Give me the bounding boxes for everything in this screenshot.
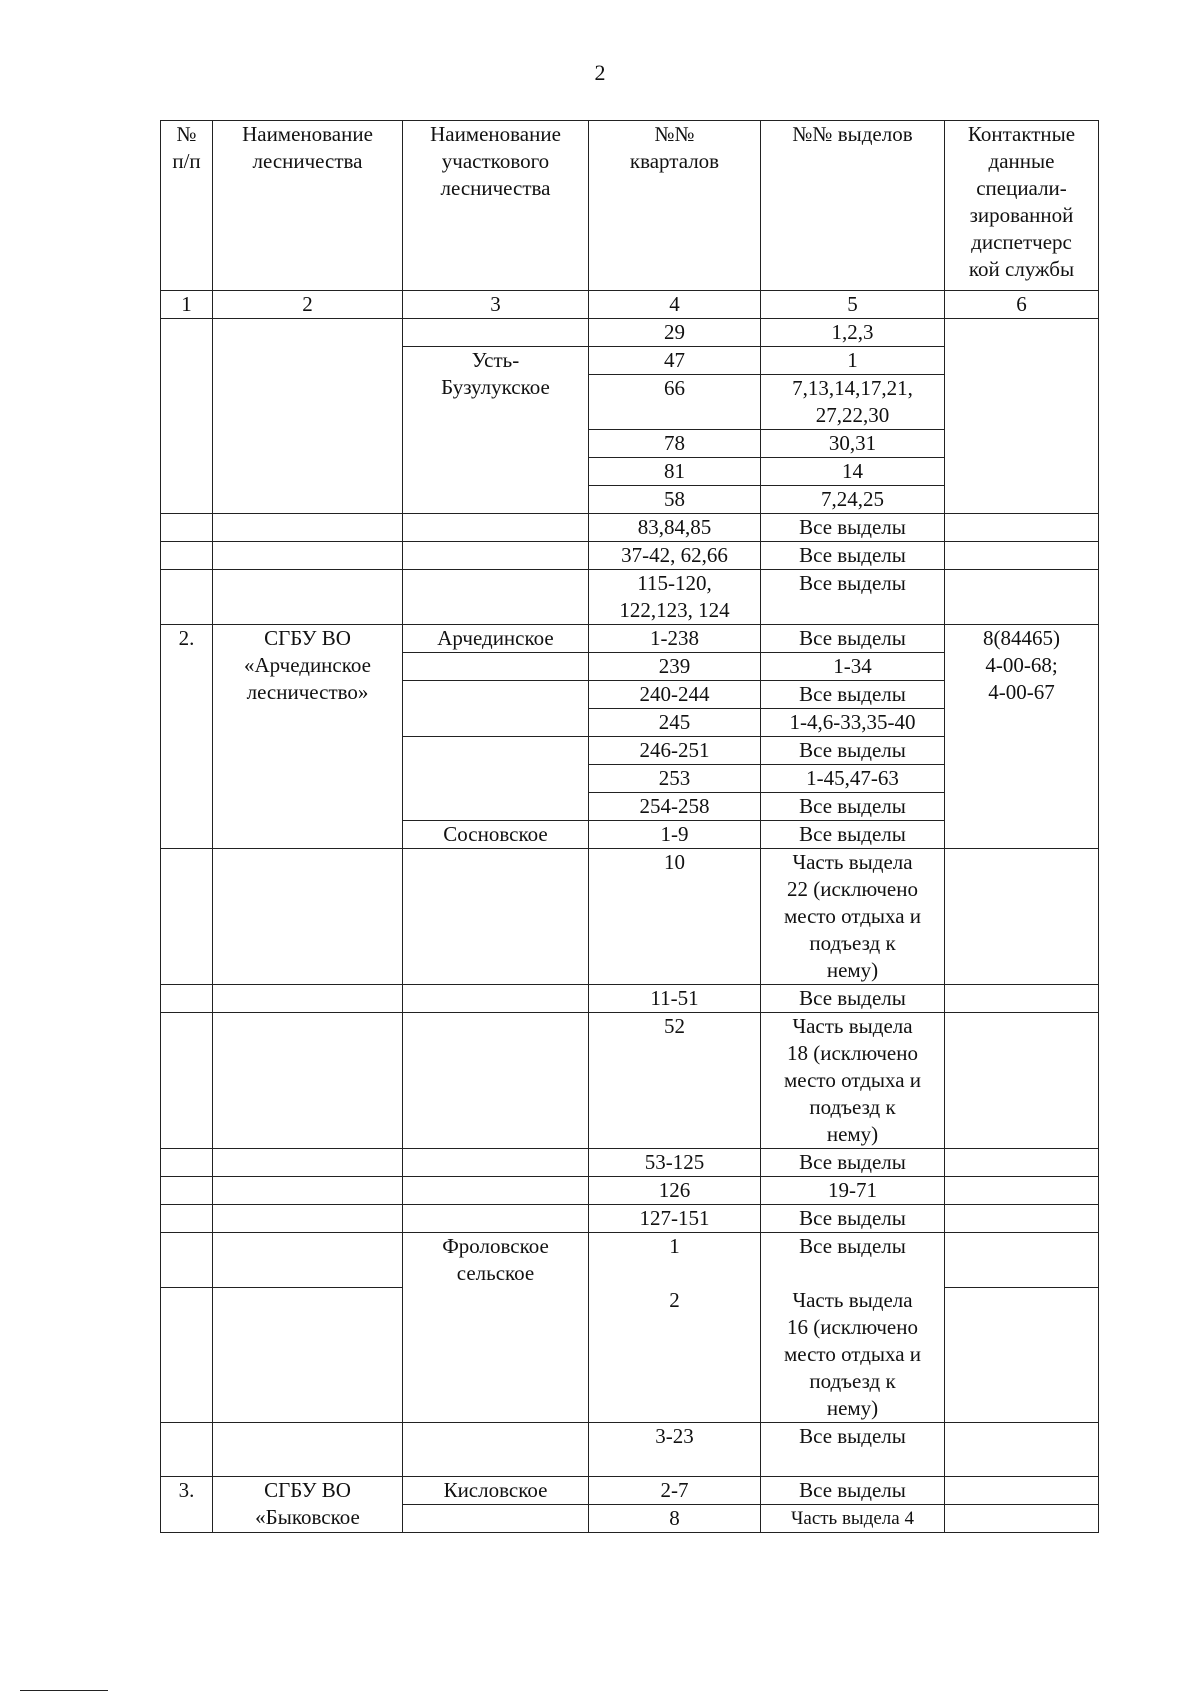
table-row — [161, 1477, 1099, 1505]
cell-quarter: 239 — [589, 653, 761, 681]
cell-plots: Все выделы — [761, 542, 945, 570]
cell-no — [161, 570, 213, 625]
cell-no — [161, 1149, 213, 1177]
cell-plots: Все выделы — [761, 821, 945, 849]
cell-forestry — [213, 1013, 403, 1149]
cell-district — [403, 319, 589, 347]
cell-quarter: 245 — [589, 709, 761, 737]
cell-district — [403, 1149, 589, 1177]
cell-district: Кисловское — [403, 1477, 589, 1505]
cell-quarter: 1-9 — [589, 821, 761, 849]
cell-no — [161, 319, 213, 514]
cell-forestry — [213, 1423, 403, 1477]
table-row — [161, 570, 1099, 625]
cell-quarter: 3-23 — [589, 1423, 761, 1477]
cell-no: 2. — [161, 625, 213, 849]
cell-quarter: 127-151 — [589, 1205, 761, 1233]
cell-contact: 8(84465) 4-00-68; 4-00-67 — [945, 625, 1099, 849]
cell-plots: Все выделы — [761, 793, 945, 821]
cell-forestry — [213, 1287, 403, 1423]
cell-no — [161, 514, 213, 542]
cell-plots: 30,31 — [761, 430, 945, 458]
cell-forestry — [213, 1233, 403, 1288]
cell-quarter: 52 — [589, 1013, 761, 1149]
cell-no — [161, 1287, 213, 1423]
cell-quarter: 254-258 — [589, 793, 761, 821]
cell-quarter: 1-238 — [589, 625, 761, 653]
cell-quarter: 240-244 — [589, 681, 761, 709]
cell-forestry — [213, 319, 403, 514]
cell-plots: 14 — [761, 458, 945, 486]
cell-quarter: 66 — [589, 375, 761, 430]
cell-plots: Часть выдела 22 (исключено место отдыха и подъезд к нему) — [761, 849, 945, 985]
cell-forestry: СГБУ ВО «Арчединское лесничество» — [213, 625, 403, 849]
page-number: 2 — [594, 60, 606, 85]
cell-contact — [945, 319, 1099, 514]
cell-forestry — [213, 849, 403, 985]
table-row — [161, 625, 1099, 653]
cell-district — [403, 1287, 589, 1423]
cell-forestry — [213, 514, 403, 542]
cell-plots: 1 — [761, 347, 945, 375]
cell-quarter: 115-120, 122,123, 124 — [589, 570, 761, 625]
cell-contact — [945, 570, 1099, 625]
cell-district — [403, 709, 589, 737]
cell-district — [403, 1013, 589, 1149]
header-forestry: Наименование лесничества — [213, 121, 403, 291]
cell-plots: Все выделы — [761, 681, 945, 709]
cell-plots: Все выделы — [761, 570, 945, 625]
cell-quarter: 126 — [589, 1177, 761, 1205]
cell-forestry — [213, 1177, 403, 1205]
cell-quarter: 253 — [589, 765, 761, 793]
cell-district: Фроловское сельское — [403, 1233, 589, 1288]
table-row — [161, 849, 1099, 985]
cell-plots: Все выделы — [761, 625, 945, 653]
cell-quarter: 2-7 — [589, 1477, 761, 1505]
header-contact: Контактные данные специали- зированной диспетчерс кой службы — [945, 121, 1099, 291]
cell-quarter: 10 — [589, 849, 761, 985]
cell-quarter: 78 — [589, 430, 761, 458]
cell-quarter: 8 — [589, 1505, 761, 1533]
cell-no — [161, 1233, 213, 1288]
cell-contact — [945, 1287, 1099, 1423]
table-row — [161, 1423, 1099, 1477]
cell-forestry — [213, 570, 403, 625]
cell-quarter: 2 — [589, 1287, 761, 1423]
cell-quarter: 1 — [589, 1233, 761, 1288]
cell-plots: Все выделы — [761, 737, 945, 765]
cell-contact — [945, 514, 1099, 542]
cell-plots: 7,24,25 — [761, 486, 945, 514]
cell-contact — [945, 1177, 1099, 1205]
column-number: 2 — [213, 291, 403, 319]
cell-quarter: 11-51 — [589, 985, 761, 1013]
table-row — [161, 514, 1099, 542]
cell-no — [161, 1177, 213, 1205]
cell-plots: Все выделы — [761, 985, 945, 1013]
table-row — [161, 319, 1099, 347]
header-plots: №№ выделов — [761, 121, 945, 291]
cell-forestry — [213, 542, 403, 570]
column-number: 1 — [161, 291, 213, 319]
cell-district — [403, 849, 589, 985]
table-row — [161, 1287, 1099, 1423]
cell-contact — [945, 1233, 1099, 1288]
header-district: Наименование участкового лесничества — [403, 121, 589, 291]
cell-plots: 1-45,47-63 — [761, 765, 945, 793]
forestry-table — [160, 120, 1099, 1533]
table-row — [161, 542, 1099, 570]
cell-no: 3. — [161, 1477, 213, 1533]
cell-contact — [945, 1149, 1099, 1177]
cell-quarter: 83,84,85 — [589, 514, 761, 542]
cell-district — [403, 985, 589, 1013]
cell-no — [161, 1013, 213, 1149]
cell-no — [161, 1423, 213, 1477]
cell-plots: Все выделы — [761, 1233, 945, 1288]
cell-district — [403, 681, 589, 709]
cell-district — [403, 542, 589, 570]
cell-contact — [945, 1013, 1099, 1149]
cell-plots: Часть выдела 4 — [761, 1505, 945, 1533]
table-row — [161, 1149, 1099, 1177]
cell-district — [403, 570, 589, 625]
column-number: 5 — [761, 291, 945, 319]
cell-plots: 19-71 — [761, 1177, 945, 1205]
cell-quarter: 81 — [589, 458, 761, 486]
cell-plots: Часть выдела 16 (исключено место отдыха и подъезд к нему) — [761, 1287, 945, 1423]
header-quarters: №№ кварталов — [589, 121, 761, 291]
cell-plots: 1-34 — [761, 653, 945, 681]
cell-quarter: 246-251 — [589, 737, 761, 765]
cell-quarter: 29 — [589, 319, 761, 347]
cell-plots: Все выделы — [761, 514, 945, 542]
cell-no — [161, 1205, 213, 1233]
cell-contact — [945, 542, 1099, 570]
table-header-row — [161, 121, 1099, 291]
column-number: 4 — [589, 291, 761, 319]
table-row — [161, 1013, 1099, 1149]
cell-no — [161, 849, 213, 985]
cell-plots: Все выделы — [761, 1423, 945, 1477]
cell-district: Сосновское — [403, 821, 589, 849]
footer-divider — [20, 1690, 108, 1691]
header-no: № п/п — [161, 121, 213, 291]
cell-plots: Все выделы — [761, 1149, 945, 1177]
table-row — [161, 985, 1099, 1013]
table-row — [161, 1205, 1099, 1233]
cell-district — [403, 1205, 589, 1233]
cell-contact — [945, 985, 1099, 1013]
cell-plots: Все выделы — [761, 1205, 945, 1233]
cell-district — [403, 737, 589, 821]
table-row — [161, 1177, 1099, 1205]
cell-quarter: 47 — [589, 347, 761, 375]
cell-forestry: СГБУ ВО «Быковское — [213, 1477, 403, 1533]
cell-quarter: 37-42, 62,66 — [589, 542, 761, 570]
cell-district — [403, 1177, 589, 1205]
cell-district: Усть- Бузулукское — [403, 347, 589, 514]
column-number: 3 — [403, 291, 589, 319]
cell-contact — [945, 1477, 1099, 1505]
cell-forestry — [213, 1205, 403, 1233]
cell-no — [161, 542, 213, 570]
cell-plots: 1-4,6-33,35-40 — [761, 709, 945, 737]
cell-quarter: 58 — [589, 486, 761, 514]
cell-contact — [945, 849, 1099, 985]
cell-contact — [945, 1505, 1099, 1533]
cell-district — [403, 514, 589, 542]
cell-plots: Все выделы — [761, 1477, 945, 1505]
cell-no — [161, 985, 213, 1013]
cell-district — [403, 653, 589, 681]
cell-district: Арчединское — [403, 625, 589, 653]
cell-plots: Часть выдела 18 (исключено место отдыха и подъезд к нему) — [761, 1013, 945, 1149]
cell-forestry — [213, 985, 403, 1013]
cell-plots: 1,2,3 — [761, 319, 945, 347]
cell-district — [403, 1423, 589, 1477]
cell-district — [403, 1505, 589, 1533]
table-row — [161, 1233, 1099, 1288]
column-number: 6 — [945, 291, 1099, 319]
cell-forestry — [213, 1149, 403, 1177]
cell-contact — [945, 1423, 1099, 1477]
cell-contact — [945, 1205, 1099, 1233]
column-number-row — [161, 291, 1099, 319]
cell-quarter: 53-125 — [589, 1149, 761, 1177]
cell-plots: 7,13,14,17,21, 27,22,30 — [761, 375, 945, 430]
